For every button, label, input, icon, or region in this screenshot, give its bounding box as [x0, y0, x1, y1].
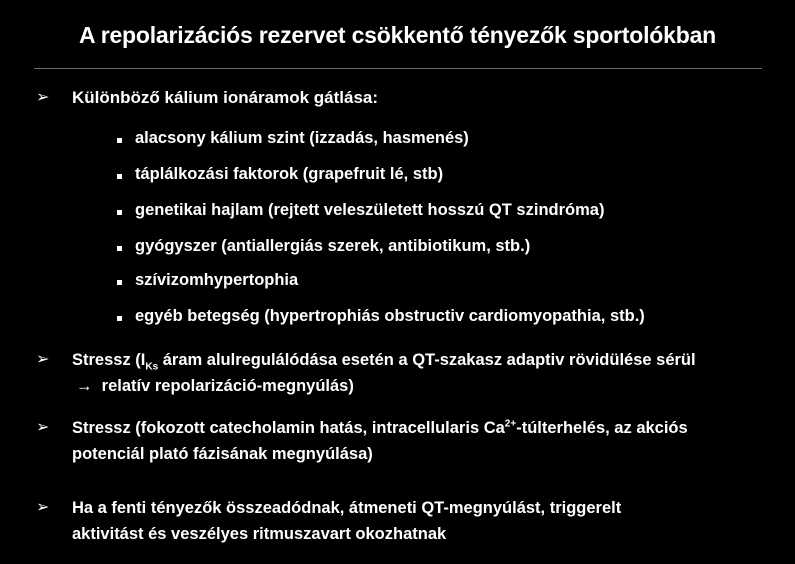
arrow-bullet-icon: ➢ — [36, 419, 50, 436]
item-4-line-2: aktivitást és veszélyes ritmuszavart okozhatnak — [72, 525, 447, 543]
square-bullet-icon — [117, 174, 122, 179]
item-3-pre: Stressz (fokozott catecholamin hatás, intracellularis Ca — [72, 419, 505, 437]
arrow-bullet-icon: ➢ — [36, 351, 50, 368]
square-bullet-icon — [117, 316, 122, 321]
item-2-line-1 — [72, 350, 696, 373]
subitem-3: genetikai hajlam (rejtett veleszületett hosszú QT szindróma) — [135, 201, 605, 219]
item-3-line-1 — [72, 418, 688, 438]
subitem-2: táplálkozási faktorok (grapefruit lé, stb) — [135, 165, 444, 183]
subitem-5: szívizomhypertophia — [135, 271, 299, 289]
title-divider — [34, 68, 762, 69]
ion-current-subscript: Ks — [145, 361, 159, 373]
square-bullet-icon — [117, 210, 122, 215]
item-2-pre: Stressz (I — [72, 351, 146, 369]
subitem-1: alacsony kálium szint (izzadás, hasmenés) — [135, 129, 469, 147]
slide-title: A repolarizációs rezervet csökkentő tényezők sportolókban — [78, 22, 717, 48]
square-bullet-icon — [117, 138, 122, 143]
item-4-line-1: Ha a fenti tényezők összeadódnak, átmeneti QT-megnyúlást, triggerelt — [72, 499, 622, 517]
item-2-post: áram alulregulálódása esetén a QT-szakasz adaptiv rövidülése sérül — [158, 351, 696, 369]
subitem-4: gyógyszer (antiallergiás szerek, antibiotikum, stb.) — [135, 237, 531, 255]
right-arrow-icon: → — [76, 377, 93, 395]
item-2-line-2 — [76, 376, 354, 396]
calcium-charge-superscript: 2+ — [504, 418, 517, 430]
square-bullet-icon — [117, 280, 122, 285]
square-bullet-icon — [117, 246, 122, 251]
item-2-continuation: relatív repolarizáció-megnyúlás) — [101, 377, 354, 395]
arrow-bullet-icon: ➢ — [36, 89, 50, 106]
subitem-6: egyéb betegség (hypertrophiás obstructiv cardiomyopathia, stb.) — [135, 307, 645, 325]
item-3-line-2: potenciál plató fázisának megnyúlása) — [72, 445, 373, 463]
item-3-post: -túlterhelés, az akciós — [516, 419, 688, 437]
arrow-bullet-icon: ➢ — [36, 499, 50, 516]
item-1-label: Különböző kálium ionáramok gátlása: — [72, 88, 379, 107]
